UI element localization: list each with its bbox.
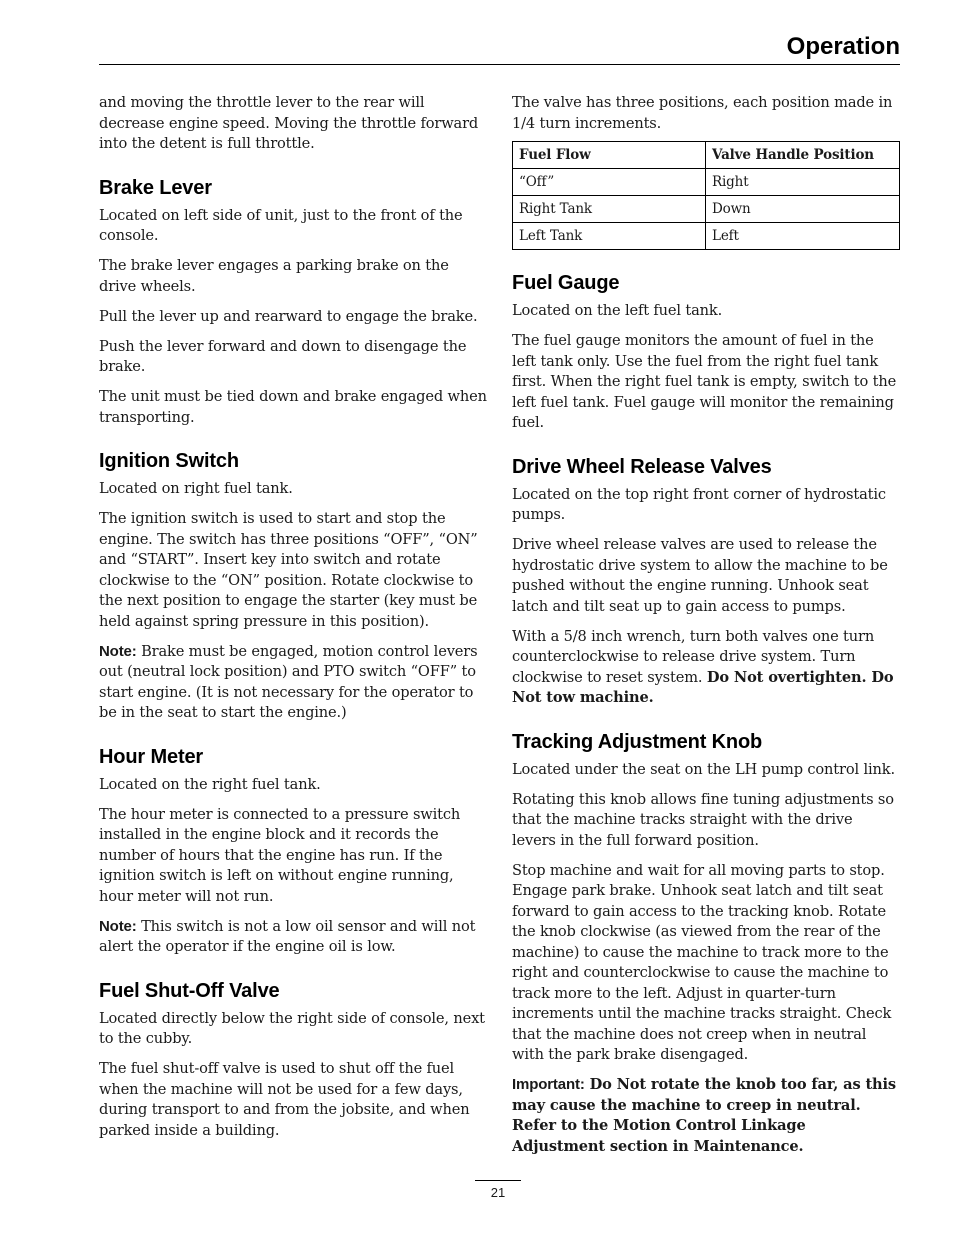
fuel-shutoff-section	[99, 979, 487, 1142]
brake-location-paragraph: Located on left side of unit, just to the front of the console.	[99, 206, 463, 244]
note-text: Brake must be engaged, motion control levers out (neutral lock position) and PTO switch “OFF” to start engine. (It is not necessary for the operator to be in the seat to start the engine.)	[99, 642, 478, 721]
page-title: Operation	[786, 33, 900, 60]
drive-wheel-instructions-paragraph	[512, 627, 900, 709]
brake-lever-section	[99, 176, 487, 429]
table-cell: Right Tank	[513, 196, 706, 223]
fuel-gauge-heading: Fuel Gauge	[512, 272, 620, 294]
footer-divider	[475, 1180, 521, 1181]
valve-positions-paragraph: The valve has three positions, each position made in 1/4 turn increments.	[512, 94, 893, 132]
hour-meter-location-paragraph: Located on the right fuel tank.	[99, 775, 321, 793]
table-row	[513, 196, 900, 223]
ignition-switch-section	[99, 449, 487, 724]
tracking-purpose-paragraph: Rotating this knob allows fine tuning adjustments so that the machine tracks straight with the drive levers in the full forward position.	[512, 790, 894, 849]
brake-lever-heading: Brake Lever	[99, 176, 212, 199]
ignition-switch-heading: Ignition Switch	[99, 450, 239, 472]
tracking-procedure-paragraph: Stop machine and wait for all moving parts to stop. Engage park brake. Unhook seat latch and tilt seat forward to gain access to the tracking knob. Rotate the knob clockwise (as viewed from the rear of the machine) to cause the machine to track more to the right and counterclockwise to cause the machine to track more to the left. Adjust in quarter-turn increments until the machine tracks straight. Check that the machine does not creep when in neutral with the park brake disengaged.	[512, 861, 892, 1063]
table-header-cell: Valve Handle Position	[706, 142, 900, 169]
tracking-location-paragraph: Located under the seat on the LH pump control link.	[512, 760, 895, 778]
table-cell: Left	[706, 223, 900, 250]
table-cell: “Off”	[513, 169, 706, 196]
page-number: 21	[490, 1185, 506, 1200]
drive-wheel-release-section	[512, 455, 900, 709]
table-header-cell: Fuel Flow	[513, 142, 706, 169]
warning-text: Do Not overtighten. Do Not tow machine.	[512, 668, 894, 706]
hour-meter-note	[99, 917, 487, 958]
drive-wheel-release-heading: Drive Wheel Release Valves	[512, 455, 772, 478]
tracking-important-note	[512, 1075, 900, 1157]
hour-meter-description-paragraph: The hour meter is connected to a pressure switch installed in the engine block and it records the number of hours that the engine has run. If the ignition switch is left on without engine running, hour meter will not run.	[99, 805, 461, 905]
valve-position-table	[512, 141, 900, 250]
throttle-continuation-paragraph: and moving the throttle lever to the rear will decrease engine speed. Moving the throttle forward into the detent is full throttle.	[99, 94, 479, 152]
brake-disengage-paragraph: Push the lever forward and down to disengage the brake.	[99, 337, 467, 375]
note-label: Note:	[99, 642, 137, 660]
instructions-text: With a 5/8 inch wrench, turn both valves one turn counterclockwise to release drive system. Turn clockwise to reset system.	[512, 627, 875, 686]
brake-purpose-paragraph: The brake lever engages a parking brake on the drive wheels.	[99, 257, 449, 295]
fuel-shutoff-heading: Fuel Shut-Off Valve	[99, 979, 280, 1002]
right-column	[512, 93, 900, 1167]
tracking-adjustment-section	[512, 730, 900, 1158]
important-text: Do Not rotate the knob too far, as this may cause the machine to creep in neutral. Refer to the Motion Control Linkage Adjustment section in Maintenance.	[512, 1076, 896, 1155]
hour-meter-section	[99, 745, 487, 958]
table-row	[513, 169, 900, 196]
left-column	[99, 93, 487, 1151]
note-text: This switch is not a low oil sensor and will not alert the operator if the engine oil is low.	[99, 917, 476, 955]
fuel-gauge-location-paragraph: Located on the left fuel tank.	[512, 302, 723, 319]
hour-meter-heading: Hour Meter	[99, 745, 204, 768]
ignition-usage-paragraph: The ignition switch is used to start and stop the engine. The switch has three positions “OFF”, “ON” and “START”. Insert key into switch and rotate clockwise to the “ON” position. Rotate clockwise to the next position to engage the starter (key must be held against spring pressure in this position).	[99, 510, 478, 630]
ignition-location-paragraph: Located on right fuel tank.	[99, 480, 293, 497]
brake-engage-paragraph: Pull the lever up and rearward to engage the brake.	[99, 307, 478, 325]
fuel-shutoff-location-paragraph: Located directly below the right side of console, next to the cubby.	[99, 1009, 485, 1047]
fuel-shutoff-usage-paragraph: The fuel shut-off valve is used to shut off the fuel when the machine will not be used for a few days, during transport to and from the jobsite, and when parked inside a building.	[99, 1060, 470, 1139]
tracking-adjustment-heading: Tracking Adjustment Knob	[512, 730, 763, 753]
fuel-gauge-section	[512, 271, 900, 434]
table-cell: Right	[706, 169, 900, 196]
important-label: Important:	[512, 1076, 585, 1093]
header-divider	[99, 64, 900, 65]
note-label: Note:	[99, 917, 137, 935]
ignition-note	[99, 642, 487, 724]
table-cell: Down	[706, 196, 900, 223]
table-cell: Left Tank	[513, 223, 706, 250]
drive-wheel-location-paragraph: Located on the top right front corner of hydrostatic pumps.	[512, 485, 886, 523]
brake-transport-paragraph: The unit must be tied down and brake engaged when transporting.	[99, 388, 487, 426]
drive-wheel-purpose-paragraph: Drive wheel release valves are used to release the hydrostatic drive system to allow the machine to be pushed without the engine running. Unhook seat latch and tilt seat up to gain access to pumps.	[512, 536, 888, 615]
table-row	[513, 223, 900, 250]
fuel-gauge-description-paragraph: The fuel gauge monitors the amount of fuel in the left tank only. Use the fuel from the right fuel tank first. When the right fuel tank is empty, switch to the left fuel tank. Fuel gauge will monitor the remaining fuel.	[512, 332, 897, 431]
table-header-row	[513, 142, 900, 169]
